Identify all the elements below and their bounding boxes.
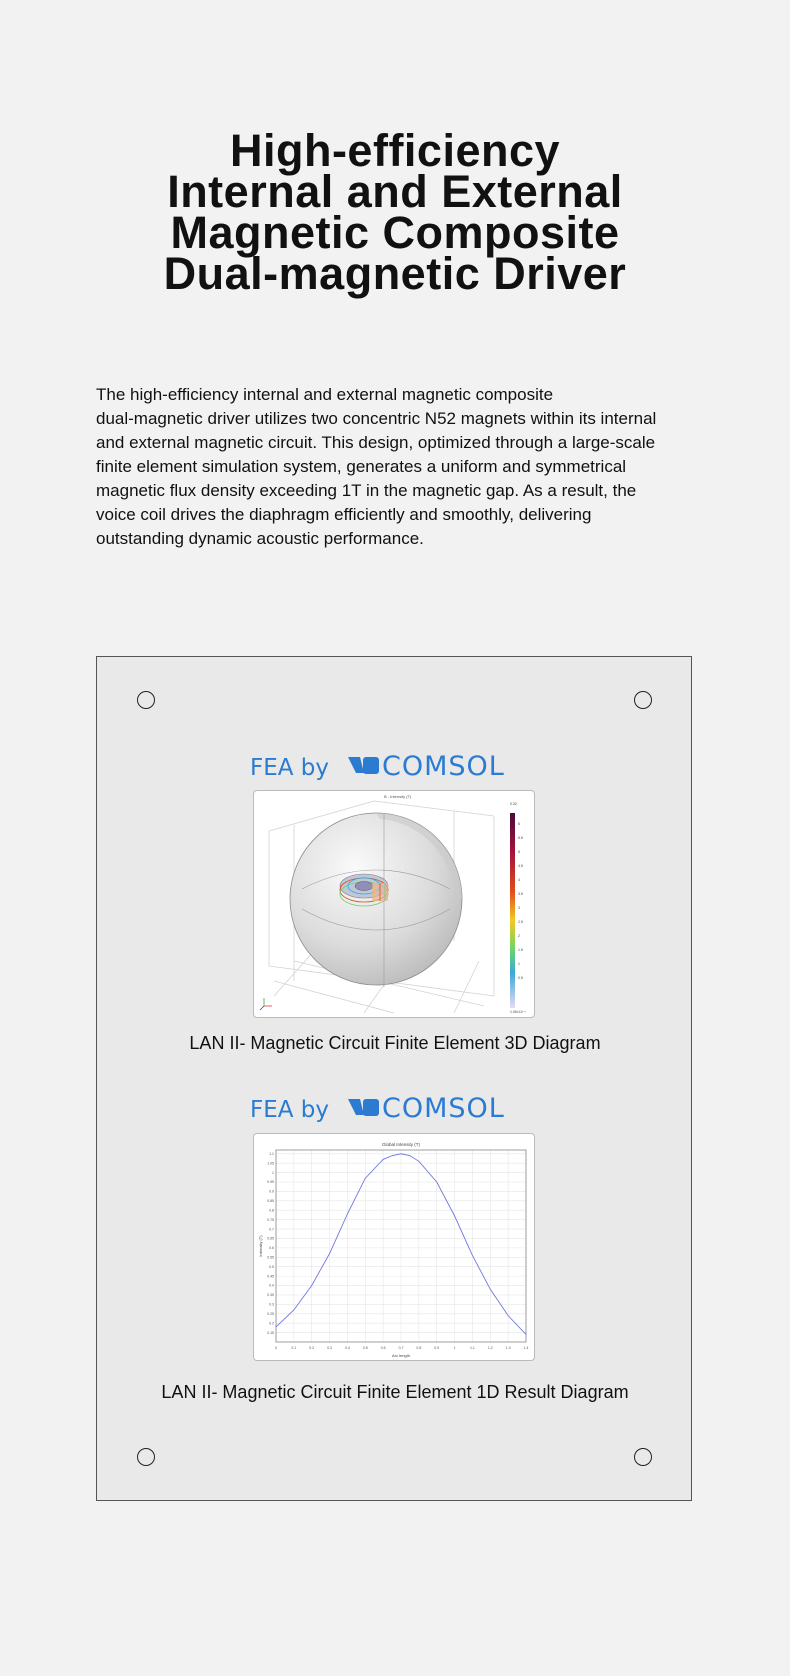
data-point — [365, 1178, 366, 1179]
colorbar-tick: 0.5 — [518, 976, 523, 980]
colorbar-tick: 5.5 — [518, 836, 523, 840]
data-point — [454, 1216, 455, 1217]
data-point — [392, 1155, 393, 1156]
data-point — [419, 1161, 420, 1162]
axis-triad-icon — [260, 998, 272, 1010]
colorbar-tick: 1.06×10⁻³ — [510, 1010, 526, 1014]
data-point — [526, 1334, 527, 1335]
comsol-wordmark: COMSOL — [382, 751, 505, 782]
y-tick-label: 0.55 — [267, 1255, 274, 1260]
x-tick-label: 1.4 — [523, 1346, 529, 1350]
fea-3d-figure — [253, 790, 535, 1018]
plot-title: B - Intensity (T) — [384, 794, 412, 799]
comsol-wordmark: COMSOL — [382, 1093, 505, 1124]
title-line: Dual-magnetic Driver — [163, 248, 627, 299]
y-tick-label: 0.65 — [267, 1236, 274, 1241]
title-line: Internal and External — [167, 166, 623, 217]
x-tick-label: 0.2 — [309, 1346, 315, 1350]
y-tick-label: 0.9 — [269, 1189, 274, 1194]
y-tick-label: 0.15 — [267, 1330, 274, 1335]
data-point — [472, 1255, 473, 1256]
data-point — [436, 1182, 437, 1183]
title-line: High-efficiency — [229, 125, 561, 176]
chart-ylabel: Intensity (T) — [258, 1235, 263, 1257]
y-tick-label: 0.4 — [269, 1283, 274, 1288]
comsol-logo-icon — [348, 1099, 379, 1116]
x-tick-label: 0.8 — [416, 1346, 422, 1350]
description-paragraph — [96, 383, 700, 551]
y-tick-label: 0.75 — [267, 1217, 274, 1222]
data-point — [508, 1315, 509, 1316]
data-point — [329, 1253, 330, 1254]
comsol-logo-icon — [348, 757, 379, 774]
page-title — [0, 125, 790, 299]
data-point — [276, 1327, 277, 1328]
chart-xlabel: Arc length — [391, 1353, 411, 1358]
colorbar-tick: 6 — [518, 822, 520, 826]
colorbar-tick: 3.5 — [518, 892, 523, 896]
intensity-line-chart — [254, 1134, 535, 1361]
x-tick-label: 0.3 — [327, 1346, 333, 1350]
fea-by-label: FEA by — [250, 755, 330, 781]
colorbar-tick: 0.32 — [510, 802, 517, 806]
y-tick-label: 0.35 — [267, 1293, 274, 1298]
x-tick-label: 0.9 — [434, 1346, 440, 1350]
data-point — [401, 1153, 402, 1154]
description-line: finite element simulation system, generates a uniform and symmetrical — [96, 457, 627, 476]
data-point — [294, 1310, 295, 1311]
y-tick-label: 0.6 — [269, 1246, 274, 1251]
data-point — [347, 1214, 348, 1215]
y-tick-label: 0.95 — [267, 1180, 274, 1185]
y-tick-label: 0.7 — [269, 1227, 274, 1232]
colorbar-tick: 5 — [518, 850, 520, 854]
description-line: The high-efficiency internal and external magnetic composite — [96, 385, 554, 404]
x-tick-label: 0.1 — [291, 1346, 297, 1350]
fea-comsol-badge — [97, 749, 693, 783]
x-tick-label: 0.7 — [398, 1346, 404, 1350]
y-tick-label: 0.45 — [267, 1274, 274, 1279]
chart-title: Global Intensity (T) — [381, 1142, 421, 1147]
data-point — [410, 1155, 411, 1156]
screw-hole-icon — [137, 691, 155, 709]
y-tick-label: 1.05 — [267, 1161, 274, 1166]
x-tick-label: 0.4 — [344, 1346, 350, 1350]
description-line: outstanding dynamic acoustic performance. — [96, 529, 424, 548]
x-tick-label: 1.3 — [505, 1346, 511, 1350]
y-tick-label: 0.3 — [269, 1302, 274, 1307]
figure-caption-1d: LAN II- Magnetic Circuit Finite Element 1D Result Diagram — [161, 1382, 629, 1402]
x-tick-label: 1.2 — [487, 1346, 493, 1350]
fea-comsol-badge — [97, 1091, 693, 1125]
x-tick-label: 0.5 — [362, 1346, 368, 1350]
data-point — [383, 1159, 384, 1160]
y-tick-label: 1 — [272, 1170, 274, 1175]
x-tick-label: 0.6 — [380, 1346, 386, 1350]
fea-by-label: FEA by — [250, 1097, 330, 1123]
fea-1d-figure — [253, 1133, 535, 1361]
description-line: magnetic flux density exceeding 1T in the magnetic gap. As a result, the — [96, 481, 637, 500]
colorbar-tick: 3 — [518, 906, 520, 910]
description-line: and external magnetic circuit. This design, optimized through a large-scale — [96, 433, 656, 452]
colorbar-tick: 1 — [518, 962, 520, 966]
x-tick-label: 1.1 — [469, 1346, 475, 1350]
title-line: Magnetic Composite — [170, 207, 620, 258]
simulation-panel — [96, 656, 692, 1501]
colorbar — [510, 813, 515, 1008]
data-point — [490, 1289, 491, 1290]
colorbar-tick: 2 — [518, 934, 520, 938]
screw-hole-icon — [634, 691, 652, 709]
screw-hole-icon — [634, 1448, 652, 1466]
colorbar-tick: 2.5 — [518, 920, 523, 924]
screw-hole-icon — [137, 1448, 155, 1466]
colorbar-tick: 4 — [518, 878, 520, 882]
x-tick-label: 1 — [453, 1346, 456, 1350]
figure-caption-3d: LAN II- Magnetic Circuit Finite Element 3D Diagram — [189, 1033, 601, 1053]
y-tick-label: 0.2 — [269, 1321, 274, 1326]
y-tick-label: 0.85 — [267, 1199, 274, 1204]
colorbar-tick: 1.5 — [518, 948, 523, 952]
y-tick-label: 0.5 — [269, 1264, 274, 1269]
description-line: voice coil drives the diaphragm efficiently and smoothly, delivering — [96, 505, 592, 524]
y-tick-label: 1.1 — [269, 1151, 274, 1156]
colorbar-tick: 4.5 — [518, 864, 523, 868]
y-tick-label: 0.8 — [269, 1208, 274, 1213]
y-tick-label: 0.25 — [267, 1311, 274, 1316]
x-tick-label: 0 — [275, 1346, 277, 1350]
data-point — [311, 1285, 312, 1286]
description-line: dual-magnetic driver utilizes two concentric N52 magnets within its internal — [96, 409, 657, 428]
